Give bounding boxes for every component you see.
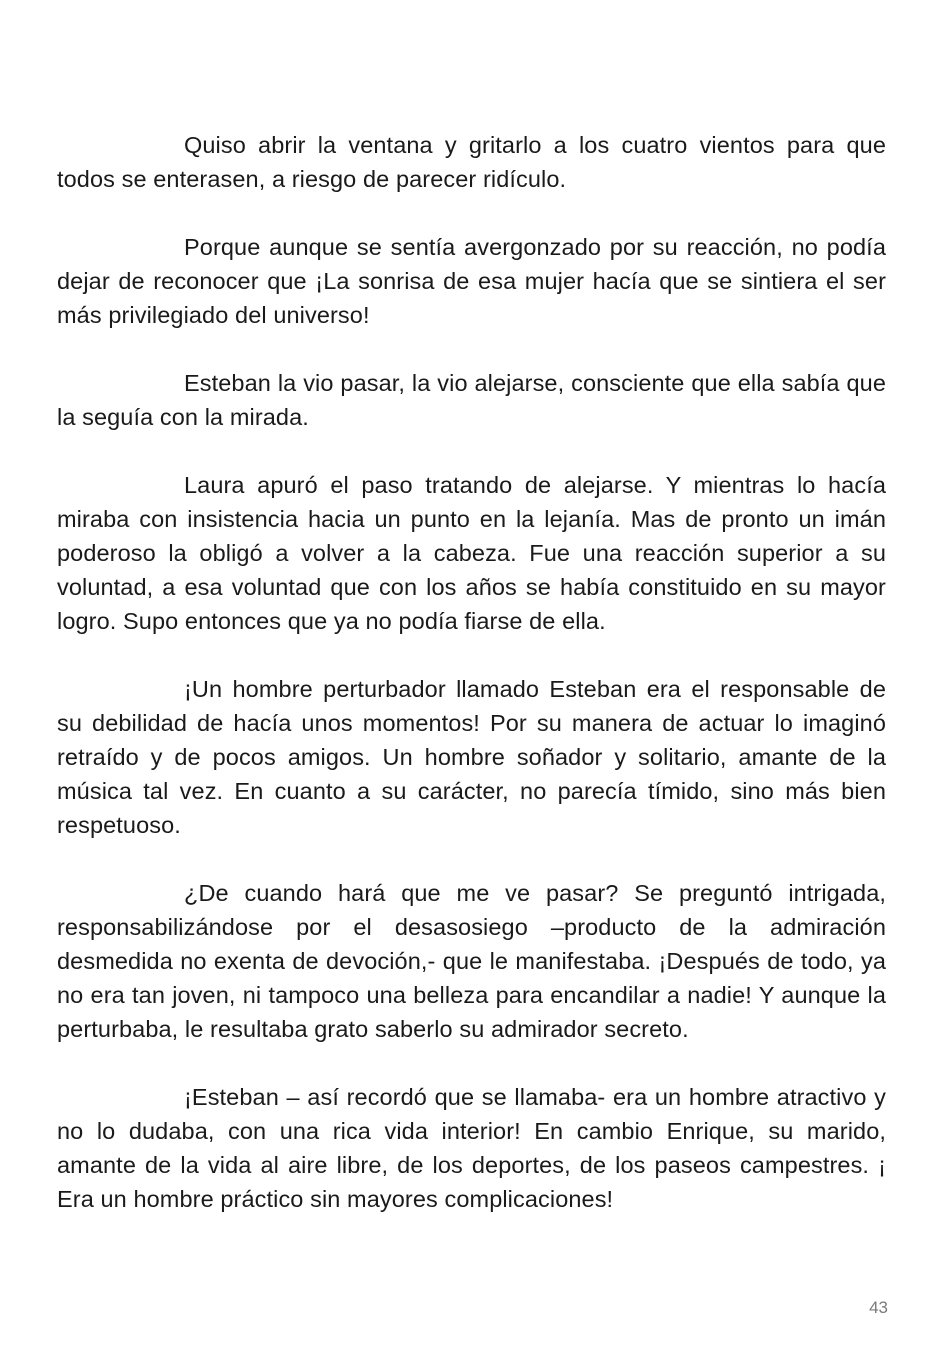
paragraph-4: Laura apuró el paso tratando de alejarse. Y mientras lo hacía miraba con insistencia hacia un punto en la lejanía. Mas de pronto un imán poderoso la obligó a volver a la cabeza. Fue una reacción superior a su voluntad, a esa voluntad que con los años se había constituido en su mayor logro. Supo entonces que ya no podía fiarse de ella. bbox=[57, 472, 886, 634]
paragraph-2: Porque aunque se sentía avergonzado por su reacción, no podía dejar de reconocer que ¡La sonrisa de esa mujer hacía que se sintiera el ser más privilegiado del universo! bbox=[57, 234, 886, 328]
paragraph-6: ¿De cuando hará que me ve pasar? Se preguntó intrigada, responsabilizándose por el desasosiego –producto de la admiración desmedida no exenta de devoción,- que le manifestaba. ¡Después de todo, ya no era tan joven, ni tampoco una belleza para encandilar a nadie! Y aunque la perturbaba, le resultaba grato saberlo su admirador secreto. bbox=[57, 880, 886, 1042]
paragraph-5: ¡Un hombre perturbador llamado Esteban era el responsable de su debilidad de hacía unos momentos! Por su manera de actuar lo imaginó retraído y de pocos amigos. Un hombre soñador y solitario, amante de la música tal vez. En cuanto a su carácter, no parecía tímido, sino más bien respetuoso. bbox=[57, 676, 886, 838]
page-number: 43 bbox=[869, 1298, 888, 1317]
paragraph-1: Quiso abrir la ventana y gritarlo a los cuatro vientos para que todos se enterasen, a riesgo de parecer ridículo. bbox=[57, 132, 886, 192]
page-body bbox=[57, 128, 886, 1250]
paragraph-7: ¡Esteban – así recordó que se llamaba- era un hombre atractivo y no lo dudaba, con una rica vida interior! En cambio Enrique, su marido, amante de la vida al aire libre, de los deportes, de los paseos campestres. ¡ Era un hombre práctico sin mayores complicaciones! bbox=[57, 1084, 886, 1212]
paragraph-3: Esteban la vio pasar, la vio alejarse, consciente que ella sabía que la seguía con la mirada. bbox=[57, 370, 886, 430]
